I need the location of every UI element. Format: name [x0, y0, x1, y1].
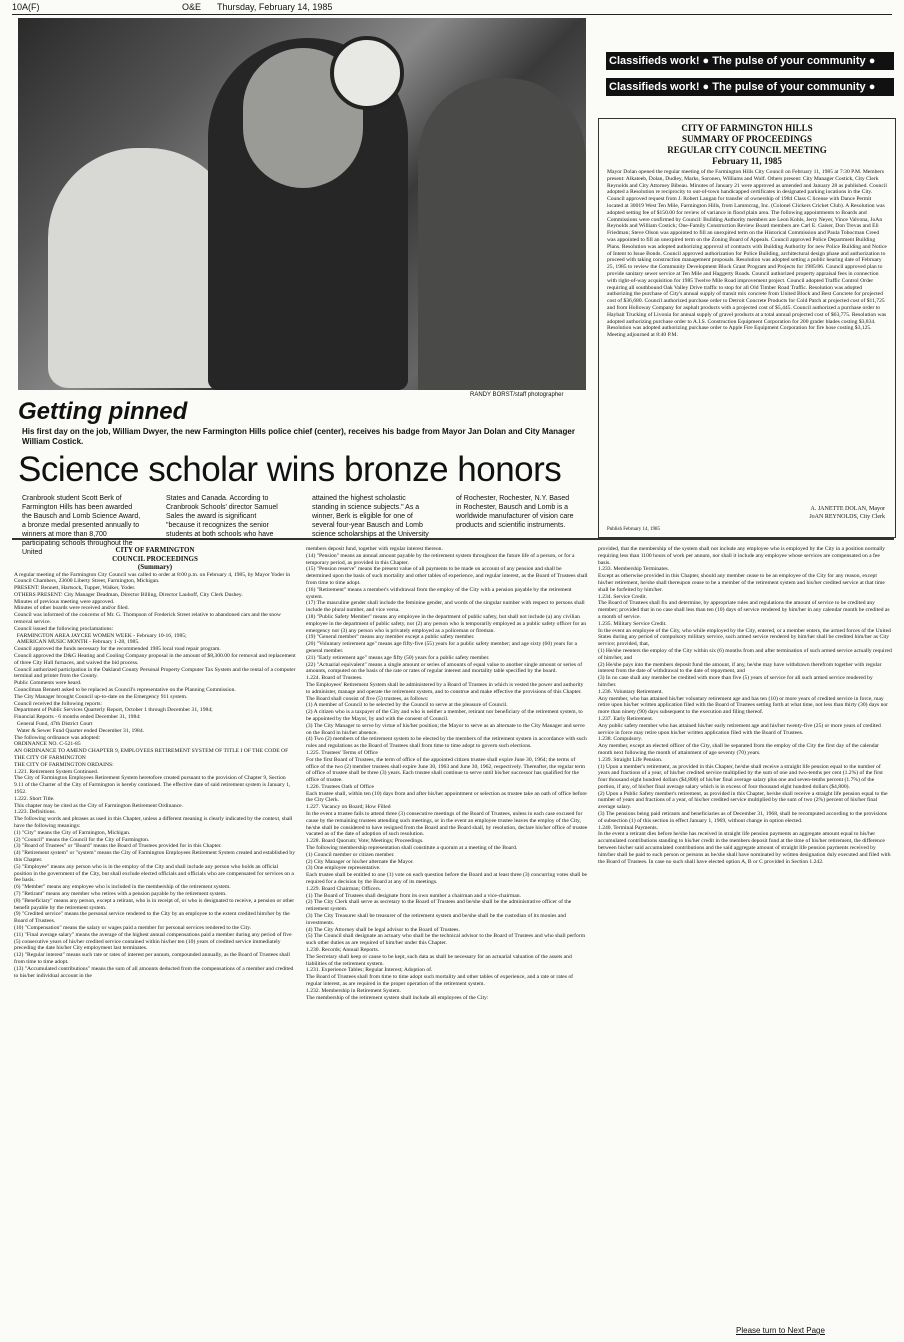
photo-figure-manager	[418, 78, 586, 390]
masthead	[12, 2, 892, 15]
caption-text: His first day on the job, William Dwyer, the new Farmington Hills police chief (center), receives his badge from Mayor Jan Dolan and City Manager William Costick.	[22, 427, 575, 446]
story-column-4: of Rochester, Rochester, N.Y. Based in Rochester, Bausch and Lomb is a worldwide manufacturer of vision care products and scientific instruments.	[456, 495, 574, 529]
notice-title: CITY OF FARMINGTON HILLS SUMMARY OF PROCEEDINGS REGULAR CITY COUNCIL MEETING February 11, 1985	[667, 123, 827, 166]
signature-mayor: A. JANETTE DOLAN, Mayor	[810, 506, 885, 512]
section-divider	[12, 538, 894, 540]
notice-body: Mayor Dolan opened the regular meeting of the Farmington Hills City Council on February 11, 1985 at 7:30 P.M. Members present: Alkateeb, Dolan, Dudley, Marks, Soronen, Williams and Wolf. Others present: City Manager Costick, City Clerk Reynolds and City Attorney Bibeau. Minutes of January 21 were approved as amended and January 28 as published. Council adopted a Resolution re reciprocity to out-of-town handicapped certificates in designated parking locations in the City. Council approved request from J. Robert Langan for transfer of ownership of 1984 Class C license with Dance Permit located at 30019 West Ten Mile, Farmington Hills, from Lammcrag, Inc. (Colonel Clickers Cricket Club). A Resolution was adopted setting fee of $150.00 for review of variance in flood plain area. The following appointments to Boards and Commissions were confirmed by Council: Building Authority members are Leon Kohls, Jerry Neyer, Vince Valvona, JoAn Reynolds and William Costick; One-Family Construction Review Board members are Carl E. Gaiser, Don Trevas and Eli Friedman; Steve Olson was appointed to fill an unexpired term on the Historical Commission and Paula Tobocman Creed was appointed to fill an unexpired term on the Zoning Board of Appeals. Council approved Police Department Building Plans. Resolution was adopted authorizing approval of contracts with Building Authority for new Police Building and Notice of Intent to Issue Bonds. Council approved authorization for Police Building, architectural design phase and authorization to proceed with taking construction management proposals. Resolution was adopted setting a public hearing date of February 25, 1985 to review the Community Development Block Grant Program and Projects for 1985/86. Council approved plan to provide sanitary sewer service at Ten Mile and Haggerty Roads. Council authorized property appraisal fees in connection with right-of-way acquisition for 1985 Twelve Mile Road improvement project. Council adopted Traffic Control Order requiring all southbound Oak Valley Drive traffic to stop for all Old Timber Road Traffic. Resolution was adopted authorizing the purchase of City's annual supply of transit mix concrete from United Block and Best Concrete for projected cost of $36,680. Council authorized purchase order to Detroit Concrete Products for Cold Patch at projected cost of $11,725 and from Holloway Company for asphalt products with a projected cost of $5,445. Council authorized a purchase order to Haybait Trucking of Livonia for annual supply of gravel products at a total annual projected cost of $63,775. Resolution was adopted authorizing purchase order to A.I.S. Construction Equipment Corporation for 200 grader blades costing $3,834. Resolution was adopted authorizing purchase order to Apple Fire Equipment Corporation for fire hose costing $3,125. Meeting adjourned at 8:40 P.M.	[607, 169, 887, 339]
story-column-3: attained the highest scholastic standing in science subjects." As a winner, Berk is eligible for one of several four-year Bausch and Lomb science scholarships at the University	[312, 495, 429, 538]
legal-title: CITY OF FARMINGTON COUNCIL PROCEEDINGS (Summary)	[112, 546, 198, 571]
legal-notice-farmington-hills	[598, 118, 896, 538]
classifieds-banner: Classifieds work! ● The pulse of your community ●	[606, 52, 894, 70]
continued-link[interactable]: Please turn to Next Page	[736, 1326, 825, 1335]
legal-text-1: A regular meeting of the Farmington City Council was called to order at 8:00 p.m. on February 4, 1985, by Mayor Yoder in Council Chambers, 23600 Liberty Street, Farmington, Michigan. PRESENT: Bennett, Hartsock, Tupper, Walker, Yoder. OTHERS PRESENT: City Manager Deadman, Director Billing, Director Lauhoff, City Clerk Dushey. Minutes of previous meeting were approved. Minutes of other boards were received and/or filed. Council was informed of the concerns of Mr. G. Thompson of Frederick Street relative to abandoned cars and the snow removal service. Council issued the following proclamations: FARMINGTON AREA JAYCEE WOMEN WEEK - February 10-16, 1985; AMERICAN MUSIC MONTH - February 1-28, 1985. Council approved the funds necessary for the recommended 1985 local road repair program. Council approved the D&G Heating and Cooling Company proposal in the amount of $8,300.00 for removal and replacement of three City Hall furnaces, and waived the bid process. Council authorized participation in the Oakland County Personal Property Computer Tax System and the rental of a computer terminal and printer from the County. Public Comments were heard. Councilman Bennett asked to be replaced as Council's representative on the Planning Commission. The City Manager brought Council up-to-date on the Emergency 911 system. Council received the following reports: Department of Public Services Quarterly Report, October 1 through December 31, 1984; Financial Reports - 6 months ended December 31, 1984: General Fund, 47th District Court Water & Sewer Fund Quarter ended December 31, 1984. The following ordinance was adopted: ORDINANCE NO. C-521-85 AN ORDINANCE TO AMEND CHAPTER 9, EMPLOYEES RETIREMENT SYSTEM OF TITLE I OF THE CODE OF THE CITY OF FARMINGTON THE CITY OF FARMINGTON ORDAINS: 1.221. Retirement System Continued. The City of Farmington Employees Retirement System heretofore created pursuant to the provision of Chapter 9, Section 9.11 of the Charter of the City of Farmington is hereby continued. The effective date of said retirement system is January 1, 1952. 1.222. Short Title. This chapter may be cited as the City of Farmington Retirement Ordinance. 1.223. Definitions. The following words and phrases as used in this Chapter, unless a different meaning is clearly indicated by the context, shall have the following meanings: (1) "City" means the City of Farmington, Michigan. (2) "Council" means the Council for the City of Farmington. (3) "Board of Trustees" or "Board" means the Board of Trustees provided for in this Chapter. (4) "Retirement system" or "system" means the City of Farmington Employees Retirement System created and established by this Chapter. (5) "Employee" means any person who is in the employ of the City and shall include any person who holds an official position in the government of the City, but shall exclude elected officials and officials who are compensated for services on a fee basis. (6) "Member" means any employee who is included in the membership of the retirement system. (7) "Retirant" means any member who retires with a pension payable by the retirement system. (8) "Beneficiary" means any person, except a retirant, who is in receipt of, or who is designated to receive, a pension or other benefit payable by the retirement system. (9) "Credited service" means the personal service rendered to the City by an employee to the extent credited him/her by the Board of Trustees. (10) "Compensation" means the salary or wages paid a member for personal services rendered to the City. (11) "Final average salary" means the average of the highest annual compensations paid a member during any period of five (5) consecutive years of his/her credited service contained within his/her ten (10) years of credited service immediately preceding the date his/her City employment last terminates. (12) "Regular interest" means such rate or rates of interest per annum, compounded annually, as the Board of Trustees shall from time to time adopt. (13) "Accumulated contributions" means the sum of all amounts deducted from the compensations of a member and credited to his/her individual account in the	[14, 571, 296, 979]
page-number: 10A(F)	[12, 2, 40, 12]
section-name: O&E	[182, 2, 202, 12]
legal-column-1	[14, 546, 296, 1318]
caption-title: Getting pinned	[18, 398, 188, 425]
legal-text-3: provided, that the membership of the system shall not include any employee who is employed by the City in a position normally requiring less than 1100 hours of work per annum, nor shall it include any employee whose services are compensated on a fee basis. 1.233. Membership Terminates. Except as otherwise provided in this Chapter, should any member cease to be an employee of the City for any reason, except his/her retirement, he/she shall thereupon cease to be a member of the retirement system and his/her credited service at that time shall be forfeited by him/her. 1.234. Service Credit. The Board of Trustees shall fix and determine, by appropriate rules and regulations the amount of service to be credited any member; provided that in no case shall less than ten (10) days of service rendered by him/her in any calendar month be credited as a month of service. 1.235. Military Service Credit. In the event an employee of the City, who while employed by the City, entered, or a member enters, the armed forces of the United States during any period of compulsory military service, such armed service rendered by him/her shall be credited him/her as City service; provided, that, (1) He/she reenters the employ of the City within six (6) months from and after termination of such armed service actually required of him/her, and (2) He/she pays into the members deposit fund the amount, if any, he/she may have withdrawn therefrom together with regular interest from the date of withdrawal to the date of repayment, and (3) In no case shall any member be credited with more than five (5) years of service for all such armed service rendered by him/her. 1.236. Voluntary Retirement. Any member, who has attained his/her voluntary retirement age and has ten (10) or more years of credited service in force, may retire upon his/her written application filed with the Board of Trustees setting forth at what time, not less than thirty (30) days nor more than ninety (90) days subsequent to the execution and filing thereof. 1.237. Early Retirement. Any public safety member who has attained his/her early retirement age and his/her twenty-five (25) or more years of credited service in force may retire upon his/her written application filed with the Board of Trustees. 1.238. Compulsory. Any member, except an elected officer of the City, shall be separated from the employ of the City the first day of the calendar month next following the month of attainment of age seventy (70) years. 1.239. Straight Life Pension. (1) Upon a member's retirement, as provided in this Chapter, he/she shall receive a straight life pension equal to the number of years and fractions of a year, of his/her credited service multiplied by the sum of one and two-tenths per cent (1.2%) of the first four thousand eight hundred dollars ($4,800) of his/her final average salary plus one and seven-tenths percent (1.7%) of the portion, if any, of his/her final average salary which is in excess of four thousand eight hundred dollars ($4,800). (2) Upon a Public Safety member's retirement, as provided in this Chapter, he/she shall receive a straight life pension equal to the number of years and fractions of a year, of his/her credited service multiplied by the sum of two (2%) percent of his/her final average salary. (3) The pensions being paid retirants and beneficiaries as of December 31, 1968, shall be recomputed according to the provisions of subsection (1) of this section in effect January 1, 1969, without change in option elected. 1.240. Terminal Payments. In the event a retirant dies before he/she has received in straight life pension payments an aggregate amount equal to his/her accumulated contributions standing to his/her credit in the members deposit fund at the time of his/her retirement, the difference between his/her said accumulated contributions and the said aggregate amount of straight life pension payments received by him/her shall be paid to such person or persons as he/she shall have nominated by written designation duly executed and filed with the Board of Trustees. In case no such shall have elected option A, B or C provided in Section 1.242.	[598, 546, 892, 865]
story-column-2: States and Canada. According to Cranbrook Schools' director Samuel Sales the award is significant "because it recognizes the senior students at both schools who have	[166, 495, 278, 538]
legal-column-2	[306, 546, 588, 1318]
legal-column-3	[598, 546, 892, 1322]
photo-credit: RANDY BORST/staff photographer	[470, 392, 564, 398]
classifieds-banner: Classifieds work! ● The pulse of your community ●	[606, 78, 894, 96]
story-headline: Science scholar wins bronze honors	[18, 450, 562, 489]
issue-date: Thursday, February 14, 1985	[217, 2, 333, 12]
police-seal-icon	[330, 36, 404, 110]
legal-text-2: members deposit fund, together with regular interest thereon. (14) "Pension" means an annual amount payable by the retirement system throughout the future life of a person, or for a temporary period, as provided in this Chapter. (15) "Pension reserve" means the present value of all payments to be made on account of any pension and shall be determined upon the basis of such mortality and other tables of experience, and regular interest, as the Board of Trustees shall from time to time adopt. (16) "Retirement" means a member's withdrawal from the employ of the City with a pension payable by the retirement system. (17) The masculine gender shall include the feminine gender, and words of the singular number with respect to persons shall include the plural number, and vice versa. (18) "Public Safety Member" means any employee in the department of public safety, but shall not include (a) any civilian employee in the department of public safety, nor (2) any person who is temporarily employed as a public safety officer for an emergency nor (3) any person who is privately employed as a policeman or fireman. (19) "General member" means any member except a public safety member. (20) "Voluntary retirement age" means age fifty-five (55) years for a public safety member; and age sixty (60) years for a general member. (21) "Early retirement age" means age fifty (50) years for a public safety member. (22) "Actuarial equivalent" means a single amount or series of amounts of equal value to another single amount or series of amounts, computed on the basis of the rate or rates of regular interest and mortality table specified by the board. 1.224. Board of Trustees. The Employees' Retirement System shall be administered by a Board of Trustees in which is vested the power and authority to administer, manage and operate the retirement system, and to construe and make effective the provisions of this Chapter. The Board shall consist of five (5) trustees, as follows: (1) A member of Council to be selected by the Council to serve at the pleasure of Council. (2) A citizen who is a taxpayer of the City and who is neither a member, retirant nor beneficiary of the retirement system, to be appointed by the Mayor, by and with the consent of Council. (3) The City Manager to serve by virtue of his/her position; the Mayor to serve as an alternate to the City Manager and serve on the Board in his/her absence. (4) Two (2) members of the retirement system to be elected by the members of the retirement system in accordance with such rules and regulations as the Board of Trustees shall from time to time adopt to govern such elections. 1.225. Trustees' Terms of Office For the first Board of Trustees, the term of office of the appointed citizen trustee shall expire June 30, 1964; the terms of office of the two (2) member trustees shall expire June 30, 1963 and June 30, 1962, respectively. Thereafter, the regular term of office of trustee shall be three (3) years. Each trustee shall continue to serve until his/her successor has qualified for the office of trustee. 1.226. Trustees Oath of Office Each trustee shall, within ten (10) days from and after his/her appointment or selection as trustee take an oath of office before the City Clerk. 1.227. Vacancy on Board; How Filled In the event a trustee fails to attend three (3) consecutive meetings of the Board of Trustees, unless in each case excused for cause by the remaining trustees attending such meetings, or in the event an employee trustee leaves the employ of the City, he/she shall be considered to have resigned from the Board and the Board shall, by resolution, declare his/her office of trustee vacated as of the date of adoption of such resolution. 1.228. Board Quorum; Vote; Meetings; Proceedings. The following membership representation shall constitute a quorum at a meeting of the Board. (1) Council member or citizen member. (2) City Manager or his/her alternate the Mayor. (3) One employee representative. Each trustee shall be entitled to one (1) vote on each question before the Board and at least three (3) concurring votes shall be required for a decision by the Board at any of its meetings. 1.229. Board Chairman; Officers. (1) The Board of Trustees shall designate from its own number a chairman and a vice-chairman. (2) The City Clerk shall serve as secretary to the Board of Trustees and be/she shall be the administrative officer of the retirement system. (3) The City Treasurer shall be treasurer of the retirement system and be/she shall be the custodian of its monies and investments. (4) The City Attorney shall be legal advisor to the Board of Trustees. (5) The Council shall designate an actuary who shall be the technical advisor to the Board of Trustees and who shall perform such other duties as are required of him/her under this Chapter. 1.230. Records; Annual Reports. The Secretary shall keep or cause to be kept, such data as shall be necessary for an actuarial valuation of the assets and liabilities of the retirement system. 1.231. Experience Tables; Regular Interest; Adoption of. The Board of Trustees shall from time to time adopt such mortality and other tables of experience, and a rate or rates of regular interest, as are required in the proper operation of the retirement system. 1.232. Membership in Retirement System. The membership of the retirement system shall include all employees of the City:	[306, 546, 588, 1001]
news-photo	[18, 18, 586, 390]
notice-signatures	[809, 505, 885, 521]
story-column-1: Cranbrook student Scott Berk of Farmington Hills has been awarded the Bausch and Lomb Science Award, a bronze medal presented annually to winners at more than 8,700 participating schools throughout the United	[22, 495, 141, 556]
signature-clerk: JoAN REYNOLDS, City Clerk	[809, 514, 885, 520]
publish-date: Publish February 14, 1985	[607, 527, 661, 532]
